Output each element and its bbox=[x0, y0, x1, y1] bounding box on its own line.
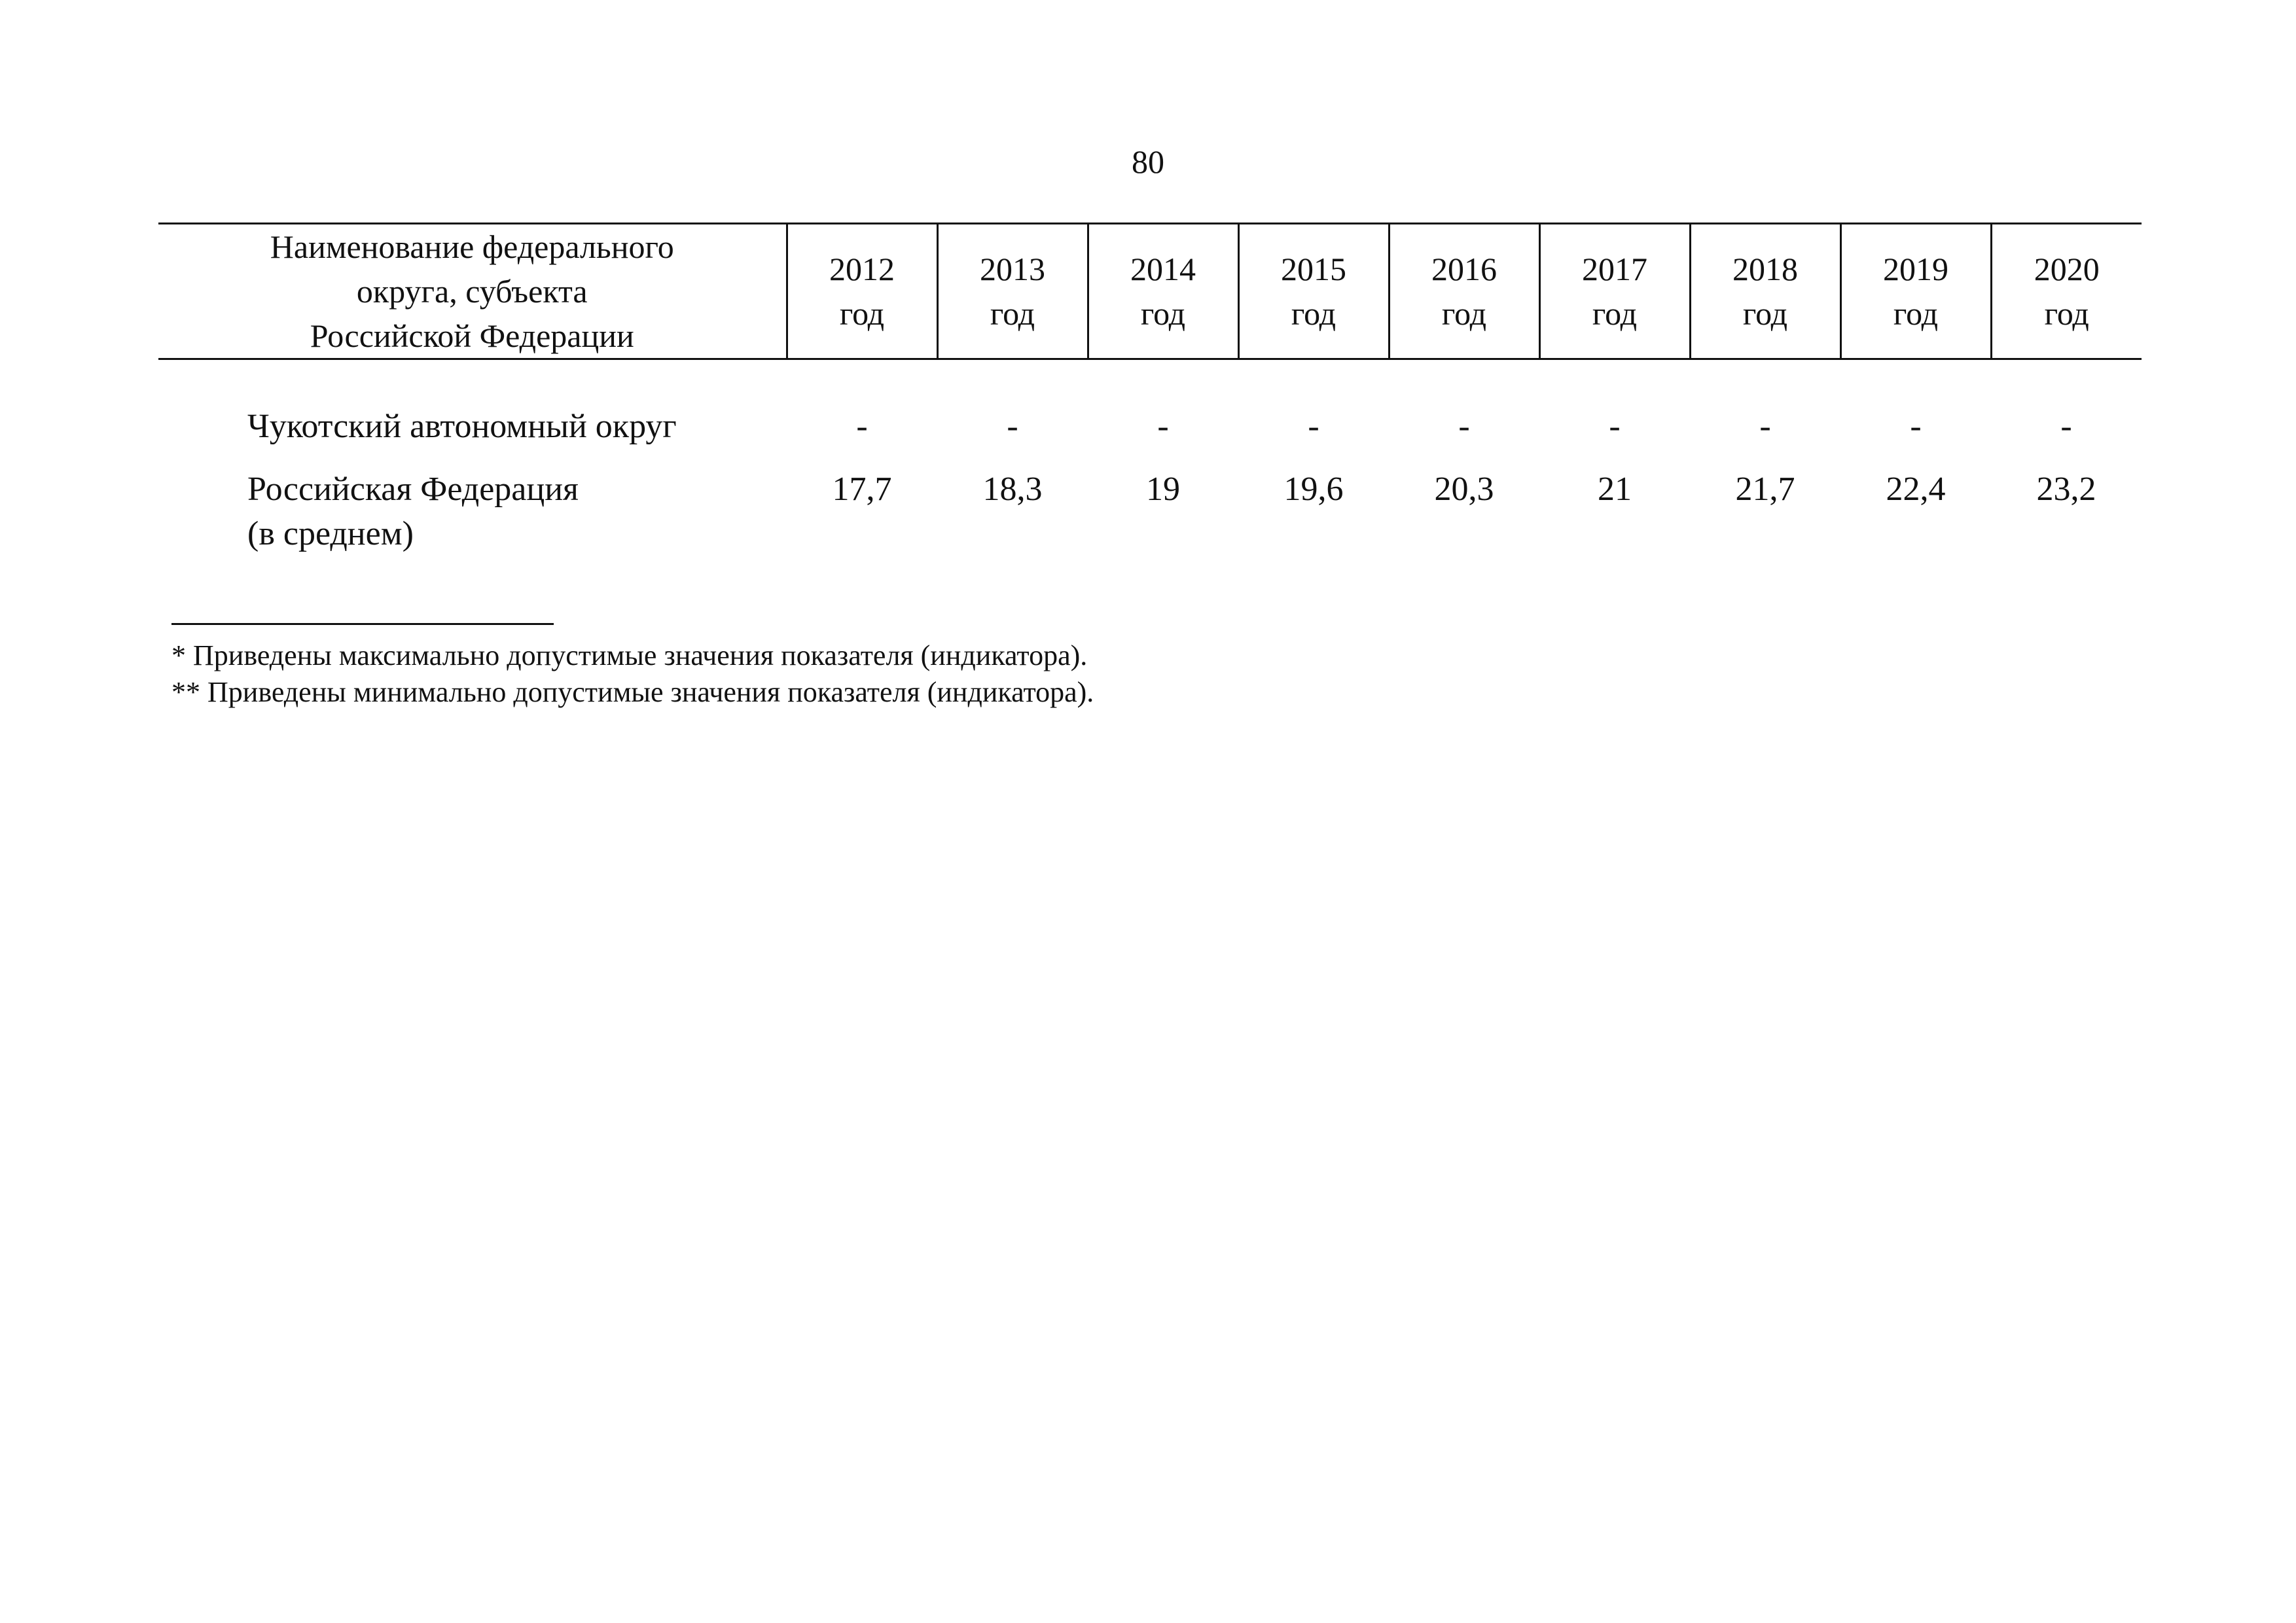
table-header-row bbox=[158, 224, 2142, 359]
value-cell: 21 bbox=[1598, 471, 1632, 508]
header-year-2019 bbox=[1840, 224, 1991, 359]
value-cell: 20,3 bbox=[1434, 471, 1494, 508]
footnote-min: ** Приведены минимально допустимые значения показателя (индикатора). bbox=[171, 676, 1094, 708]
header-year-2015 bbox=[1238, 224, 1389, 359]
header-year-unit: год bbox=[839, 295, 885, 332]
header-year-2020 bbox=[1991, 224, 2142, 359]
row-name-line-1: Российская Федерация bbox=[247, 471, 579, 508]
header-year: 2020 bbox=[2034, 251, 2100, 287]
value-cell: - bbox=[1759, 408, 1771, 445]
header-year-unit: год bbox=[1742, 295, 1788, 332]
header-year-unit: год bbox=[2044, 295, 2089, 332]
header-name-line-2: округа, субъекта bbox=[356, 273, 588, 310]
value-cell: - bbox=[1910, 408, 1922, 445]
header-year: 2012 bbox=[829, 251, 895, 287]
header-year: 2017 bbox=[1582, 251, 1647, 287]
header-name-cell bbox=[158, 224, 787, 359]
header-year-unit: год bbox=[1140, 295, 1186, 332]
indicator-table bbox=[158, 223, 2142, 559]
header-year: 2016 bbox=[1431, 251, 1497, 287]
value-cell: 21,7 bbox=[1735, 471, 1795, 508]
value-cell: - bbox=[1007, 408, 1018, 445]
value-cell: 17,7 bbox=[832, 471, 892, 508]
header-year-2013 bbox=[937, 224, 1088, 359]
row-name-cell: Чукотский автономный округ bbox=[247, 408, 677, 445]
table-row-russian-federation bbox=[158, 467, 2142, 559]
header-name-line-3: Российской Федерации bbox=[310, 317, 634, 354]
value-cell: 19 bbox=[1146, 471, 1180, 508]
header-year-unit: год bbox=[990, 295, 1035, 332]
header-year-unit: год bbox=[1441, 295, 1487, 332]
header-year: 2018 bbox=[1732, 251, 1798, 287]
header-year-unit: год bbox=[1592, 295, 1638, 332]
value-cell: - bbox=[1308, 408, 1319, 445]
value-cell: - bbox=[2060, 408, 2072, 445]
header-year: 2019 bbox=[1883, 251, 1948, 287]
value-cell: - bbox=[1458, 408, 1470, 445]
header-year-2014 bbox=[1088, 224, 1238, 359]
header-year: 2013 bbox=[980, 251, 1045, 287]
header-year-unit: год bbox=[1893, 295, 1939, 332]
header-year-2012 bbox=[787, 224, 937, 359]
value-cell: - bbox=[1609, 408, 1621, 445]
value-cell: - bbox=[1157, 408, 1169, 445]
indicator-table-container bbox=[158, 223, 2142, 559]
footnotes bbox=[171, 637, 1094, 711]
value-cell: - bbox=[856, 408, 868, 445]
value-cell: 22,4 bbox=[1886, 471, 1946, 508]
table-spacer-row bbox=[158, 359, 2142, 405]
value-cell: 18,3 bbox=[982, 471, 1043, 508]
header-year-2018 bbox=[1690, 224, 1840, 359]
table-row-chukotka bbox=[158, 404, 2142, 467]
header-year-unit: год bbox=[1291, 295, 1336, 332]
row-name-line-2: (в среднем) bbox=[247, 515, 414, 552]
page-number: 80 bbox=[1132, 143, 1164, 180]
header-year-2016 bbox=[1389, 224, 1539, 359]
row-name-cell bbox=[158, 467, 787, 559]
header-name-line-1: Наименование федерального bbox=[270, 228, 674, 265]
value-cell: 23,2 bbox=[2036, 471, 2096, 508]
footnote-max: * Приведены максимально допустимые значения показателя (индикатора). bbox=[171, 639, 1088, 671]
footnote-separator bbox=[171, 623, 554, 625]
header-year: 2015 bbox=[1281, 251, 1346, 287]
header-year-2017 bbox=[1539, 224, 1690, 359]
header-year: 2014 bbox=[1130, 251, 1196, 287]
value-cell: 19,6 bbox=[1283, 471, 1344, 508]
